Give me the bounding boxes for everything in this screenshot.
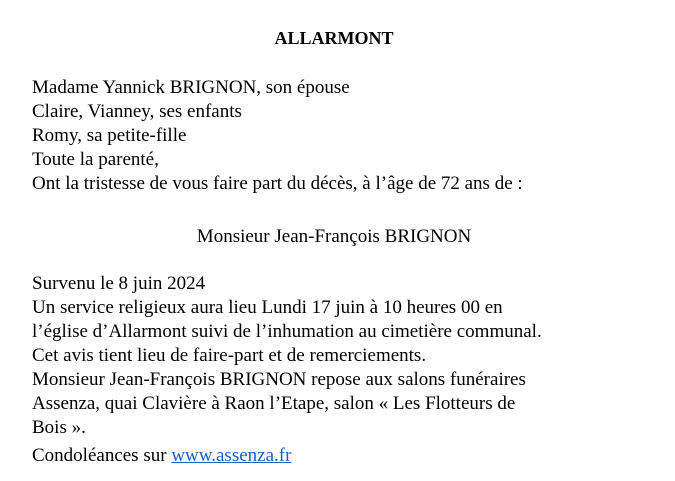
death-date-line: Survenu le 8 juin 2024 (32, 273, 206, 294)
service-line-2: l’église d’Allarmont suivi de l’inhumation au cimetière communal. (32, 321, 542, 342)
announcement-line: Ont la tristesse de vous faire part du décès, à l’âge de 72 ans de : (32, 173, 523, 194)
family-line-children: Claire, Vianney, ses enfants (32, 101, 242, 122)
notice-title: ALLARMONT (274, 28, 394, 48)
condolences-prefix: Condoléances sur (32, 445, 172, 466)
family-line-grandchild: Romy, sa petite-fille (32, 125, 187, 146)
funeral-home-line-2: Assenza, quai Clavière à Raon l’Etape, salon « Les Flotteurs de (32, 393, 516, 414)
service-line-1: Un service religieux aura lieu Lundi 17 juin à 10 heures 00 en (32, 297, 503, 318)
family-line-relatives: Toute la parenté, (32, 149, 159, 170)
condolences-link[interactable]: www.assenza.fr (171, 445, 292, 466)
funeral-home-line-3: Bois ». (32, 417, 86, 438)
notice-remark-line: Cet avis tient lieu de faire-part et de remerciements. (32, 345, 427, 366)
family-line-spouse: Madame Yannick BRIGNON, son épouse (32, 77, 350, 98)
deceased-name: Monsieur Jean-François BRIGNON (196, 226, 472, 247)
funeral-home-line-1: Monsieur Jean-François BRIGNON repose aux salons funéraires (32, 369, 526, 390)
condolences-line (32, 444, 291, 468)
